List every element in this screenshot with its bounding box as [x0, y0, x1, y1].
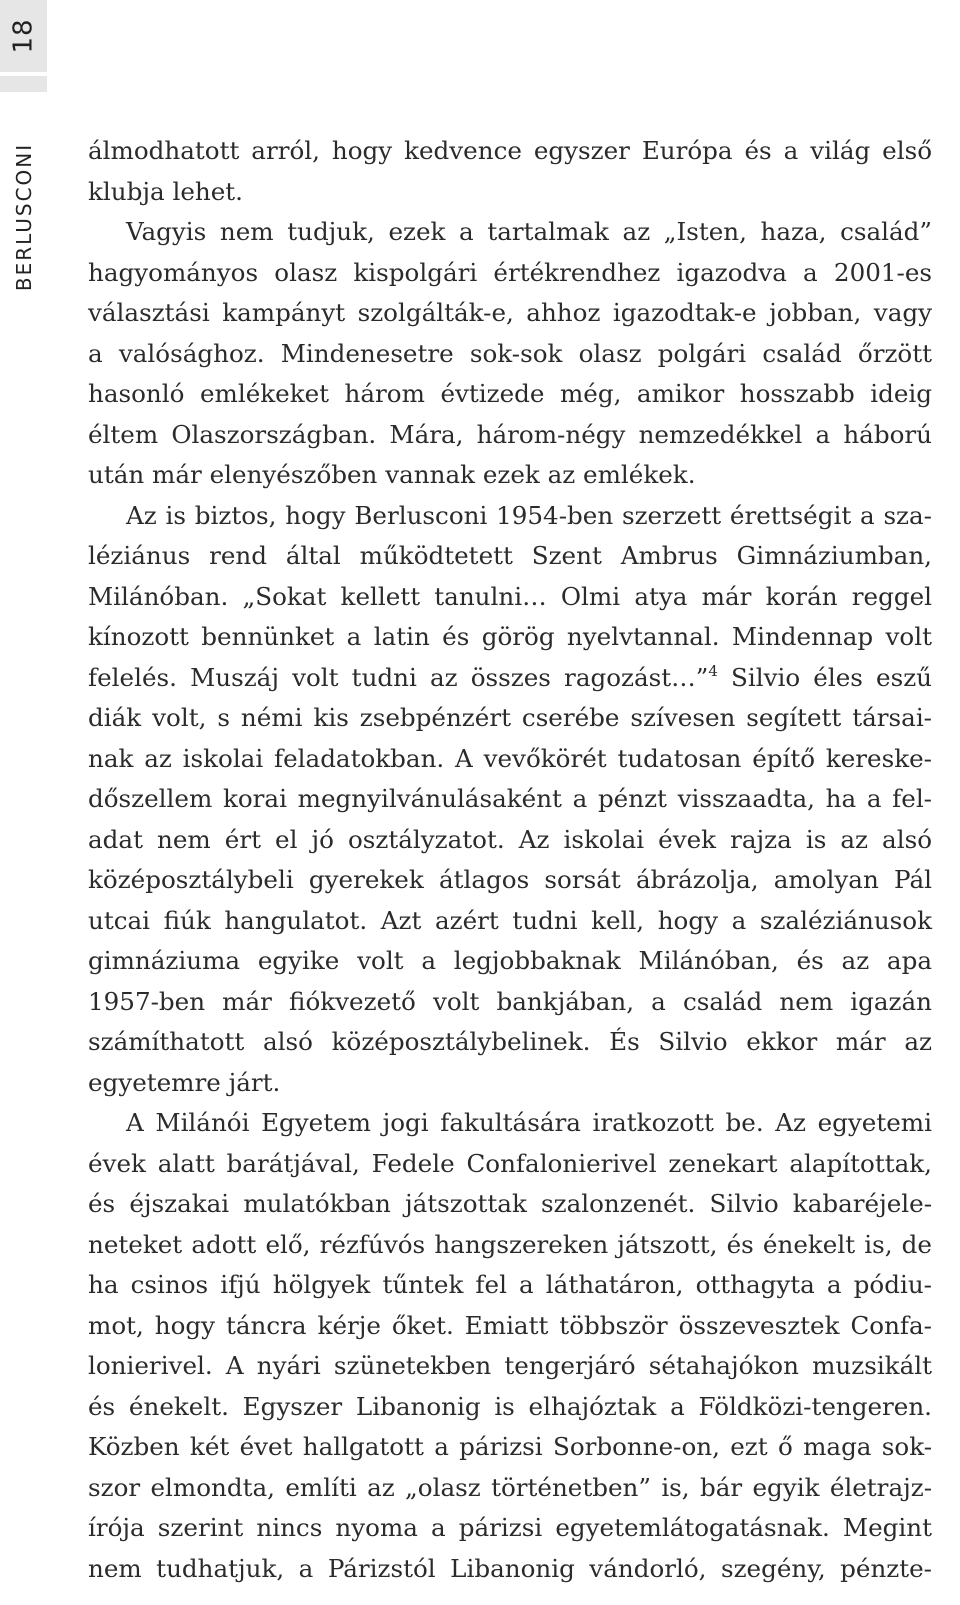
text-line: [88, 658, 932, 699]
text-line-continuation: Silvio éles eszű: [717, 662, 932, 692]
text-line: [88, 172, 932, 213]
page-number-box: [0, 0, 47, 72]
running-head: BERLUSCONI: [12, 142, 36, 292]
footnote-reference: 4: [708, 661, 718, 680]
text-line-content: írója szerint nincs nyoma a párizsi egyetemlátogatásnak. Megint: [88, 1513, 932, 1542]
text-line: [88, 1103, 932, 1144]
text-line: [88, 1063, 932, 1104]
text-line: [88, 334, 932, 375]
text-line-content: és énekelt. Egyszer Libanonig is elhajóztak a Földközi-tengeren.: [88, 1391, 932, 1421]
text-line-content: éltem Olaszországban. Mára, három-négy nemzedékkel a háború: [88, 419, 932, 449]
page-number: 18: [8, 18, 39, 54]
text-line-content: felelés. Muszáj volt tudni az összes ragozást…”: [88, 662, 709, 692]
text-line-content: adat nem ért el jó osztályzatot. Az iskolai évek rajza is az alsó: [88, 824, 932, 854]
text-line-content: neteket adott elő, rézfúvós hangszereken játszott, és énekelt is, de: [88, 1229, 932, 1259]
text-line: [88, 131, 932, 172]
text-line: [88, 1346, 932, 1387]
text-line-content: hasonló emlékeket három évtizede még, amikor hosszabb ideig: [88, 379, 932, 408]
text-line: [88, 1387, 932, 1428]
text-line: [88, 496, 932, 537]
text-line: [88, 617, 932, 658]
text-line-content: mot, hogy táncra kérje őket. Emiatt többször összevesztek Confa-: [88, 1310, 932, 1340]
body-text: [88, 131, 932, 1589]
text-line: [88, 901, 932, 942]
text-line-content: Vagyis nem tudjuk, ezek a tartalmak az „Isten, haza, család”: [126, 217, 932, 246]
text-line: [88, 860, 932, 901]
text-line-content: a valósághoz. Mindenesetre sok-sok olasz polgári család őrzött: [88, 338, 932, 368]
text-line-content: és éjszakai mulatókban játszottak szalonzenét. Silvio kabaréjele-: [88, 1189, 932, 1218]
text-line: [88, 536, 932, 577]
text-line: [88, 577, 932, 618]
text-line: [88, 1468, 932, 1509]
text-line-content: nem tudhatjuk, a Párizstól Libanonig vándorló, szegény, pénzte-: [88, 1553, 932, 1583]
text-line: [88, 698, 932, 739]
text-line: [88, 455, 932, 496]
text-line: [88, 1184, 932, 1225]
text-line: [88, 820, 932, 861]
page-number-tab-divider: [0, 76, 47, 92]
text-line-content: kínozott bennünket a latin és görög nyelvtannal. Mindennap volt: [88, 622, 932, 651]
text-line: [88, 1265, 932, 1306]
text-line-content: diák volt, s némi kis zsebpénzért cserébe szívesen segített társai-: [88, 703, 932, 732]
text-line: [88, 1427, 932, 1468]
text-line: [88, 941, 932, 982]
text-line-content: évek alatt barátjával, Fedele Confalonierivel zenekart alapítottak,: [88, 1148, 932, 1178]
text-line-content: szor elmondta, említi az „olasz történetben” is, bár egyik életrajz-: [88, 1472, 932, 1502]
text-line-content: Közben két évet hallgatott a párizsi Sorbonne-on, ezt ő maga sok-: [88, 1432, 932, 1461]
text-line: [88, 1508, 932, 1549]
text-line-content: számíthatott alsó középosztálybelinek. És Silvio ekkor már az: [88, 1027, 932, 1056]
text-line-content: ha csinos ifjú hölgyek tűntek fel a láthatáron, otthagyta a pódiu-: [88, 1270, 932, 1299]
text-line-content: klubja lehet.: [88, 176, 243, 206]
text-line-content: utcai fiúk hangulatot. Azt azért tudni kell, hogy a szaléziánusok: [88, 905, 932, 935]
text-line: [88, 982, 932, 1023]
text-line-content: középosztálybeli gyerekek átlagos sorsát ábrázolja, amolyan Pál: [88, 865, 932, 894]
text-line-content: álmodhatott arról, hogy kedvence egyszer Európa és a világ első: [88, 136, 932, 165]
text-line-content: egyetemre járt.: [88, 1067, 281, 1097]
text-line-content: nak az iskolai feladatokban. A vevőkörét tudatosan építő kereske-: [88, 743, 932, 773]
text-line-content: 1957-ben már fiókvezető volt bankjában, a család nem igazán: [88, 986, 932, 1016]
text-line: [88, 1144, 932, 1185]
text-line: [88, 739, 932, 780]
text-line: [88, 415, 932, 456]
text-line: [88, 1549, 932, 1590]
text-line-content: választási kampányt szolgálták-e, ahhoz igazodtak-e jobban, vagy: [88, 298, 932, 327]
text-line-content: lonierivel. A nyári szünetekben tengerjáró sétahajókon muzsikált: [88, 1351, 932, 1380]
text-line: [88, 1022, 932, 1063]
text-line-content: Az is biztos, hogy Berlusconi 1954-ben szerzett érettségit a sza-: [126, 500, 932, 530]
text-line-content: A Milánói Egyetem jogi fakultására iratkozott be. Az egyetemi: [126, 1108, 932, 1137]
text-line: [88, 293, 932, 334]
text-line-content: gimnáziuma egyike volt a legjobbaknak Milánóban, és az apa: [88, 946, 932, 975]
text-line-content: dőszellem korai megnyilvánulásaként a pénzt visszaadta, ha a fel-: [88, 784, 932, 813]
text-line: [88, 1306, 932, 1347]
text-line: [88, 1225, 932, 1266]
text-line: [88, 212, 932, 253]
text-line-content: után már elenyészőben vannak ezek az emlékek.: [88, 460, 696, 489]
text-line: [88, 779, 932, 820]
text-line-content: léziánus rend által működtetett Szent Ambrus Gimnáziumban,: [88, 541, 932, 570]
text-line: [88, 374, 932, 415]
text-line-content: Milánóban. „Sokat kellett tanulni… Olmi atya már korán reggel: [88, 581, 932, 611]
text-line-content: hagyományos olasz kispolgári értékrendhez igazodva a 2001-es: [88, 257, 932, 287]
text-line: [88, 253, 932, 294]
